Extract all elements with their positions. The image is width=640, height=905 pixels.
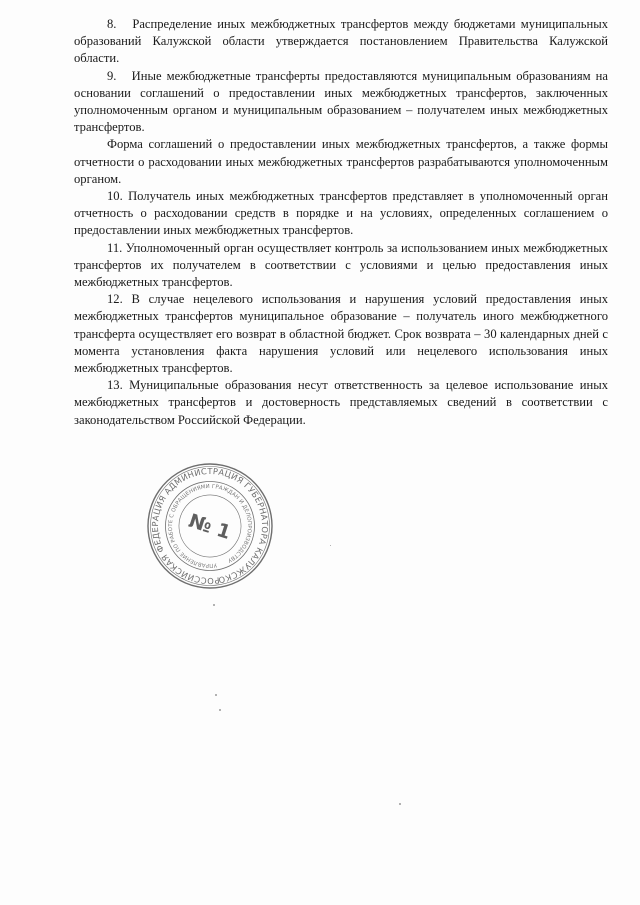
document-body [74, 16, 608, 429]
paragraph-9: 9. Иные межбюджетные трансферты предоставляются муниципальным образованиям на основании соглашений о предоставлении иных межбюджетных трансфертов, заключенных уполномоченным органом и муниципальным образованием – получателем иных межбюджетных трансфертов. [74, 68, 608, 135]
scan-speck [399, 803, 401, 805]
paragraph-11: 11. Уполномоченный орган осуществляет контроль за использованием иных межбюджетных трансфертов их получателем в соответствии с условиями и целью предоставления иных межбюджетных трансфертов. [74, 240, 608, 290]
scan-speck [219, 709, 221, 711]
seal-outer-text: РОССИЙСКАЯ ФЕДЕРАЦИЯ АДМИНИСТРАЦИЯ ГУБЕРНАТОРА КАЛУЖСКОЙ [149, 465, 271, 587]
scan-speck [213, 604, 215, 606]
paragraph-10: 10. Получатель иных межбюджетных трансфертов представляет в уполномоченный орган отчетность о расходовании средств в порядке и на условиях, определенных соглашением о предоставлении иных межбюджетных трансфертов. [74, 189, 608, 238]
paragraph-8: 8. Распределение иных межбюджетных трансфертов между бюджетами муниципальных образований Калужской области утверждается постановлением Правительства Калужской области. [74, 17, 608, 66]
paragraph-13: 13. Муниципальные образования несут ответственность за целевое использование иных межбюджетных трансфертов и достоверность представляемых сведений в соответствии с законодательством Российской Федерации. [74, 378, 608, 427]
seal-center-number: № 1 [185, 509, 234, 545]
paragraph-12: 12. В случае нецелевого использования и нарушения условий предоставления иных межбюджетных трансфертов муниципальное образование – получатель иного межбюджетного трансферта осуществляет его возврат в областной бюджет. Срок возврата – 30 календарных дней с момента установления факта нарушения условий или нецелевого использования иных межбюджетных трансфертов. [74, 292, 608, 376]
seal-graphic [145, 461, 275, 591]
seal-inner-text: УПРАВЛЕНИЕ ПО РАБОТЕ С ОБРАЩЕНИЯМИ ГРАЖДАН И ДЕЛОПРОИЗВОДСТВУ [167, 483, 253, 569]
paragraph-agreement-form: Форма соглашений о предоставлении иных межбюджетных трансфертов, а также формы отчетности о расходовании иных межбюджетных трансфертов разрабатываются уполномоченным органом. [74, 137, 608, 186]
scan-speck [330, 545, 331, 546]
official-seal-stamp [145, 461, 275, 591]
scan-speck [215, 694, 217, 696]
